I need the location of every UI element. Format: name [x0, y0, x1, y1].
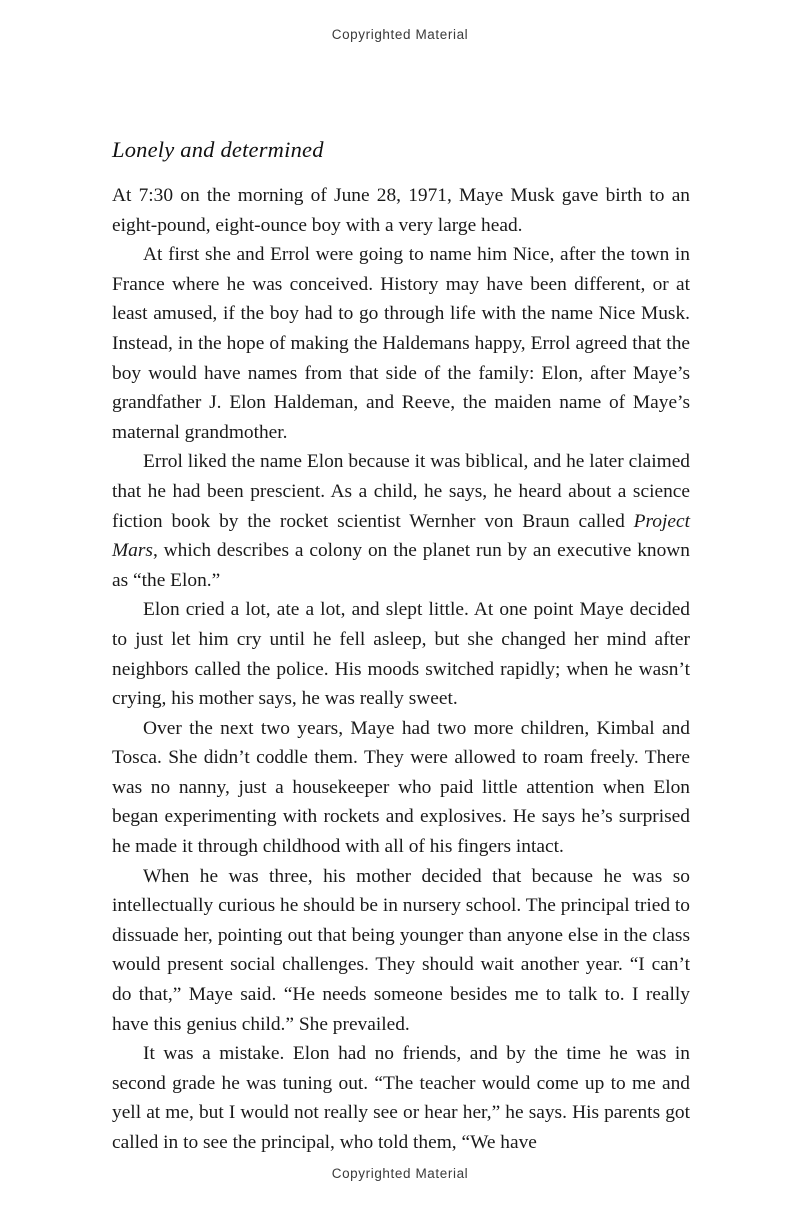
- body-paragraph: It was a mistake. Elon had no friends, and by the time he was in second grade he was tuning out. “The teacher would come up to me and yell at me, but I would not really see or hear her,” he says. His parents got called in to see the principal, who told them, “We have: [112, 1043, 690, 1153]
- page-title: Lonely and determined: [112, 137, 324, 162]
- copyright-watermark-top: Copyrighted Material: [331, 27, 469, 42]
- italic-title: Project Mars: [112, 510, 690, 562]
- body-paragraph: Over the next two years, Maye had two more children, Kimbal and Tosca. She didn’t coddle them. They were allowed to roam freely. There was no nanny, just a housekeeper who paid little attention when Elon began experimenting with rockets and explosives. He says he’s surprised he made it through childhood with all of his fingers intact.: [112, 717, 690, 858]
- body-paragraph: When he was three, his mother decided that because he was so intellectually curious he should be in nursery school. The principal tried to dissuade her, pointing out that being younger than anyone else in the class would present social challenges. They should wait another year. “I can’t do that,” Maye said. “He needs someone besides me to talk to. I really have this genius child.” She prevailed.: [112, 865, 690, 1035]
- body-paragraph: At first she and Errol were going to name him Nice, after the town in France where he was conceived. History may have been different, or at least amused, if the boy had to go through life with the name Nice Musk. Instead, in the hope of making the Haldemans happy, Errol agreed that the boy would have names from that side of the family: Elon, after Maye’s grandfather J. Elon Haldeman, and Reeve, the maiden name of Maye’s maternal grandmother.: [112, 244, 690, 443]
- copyright-watermark-bottom: Copyrighted Material: [331, 1166, 469, 1181]
- body-paragraph: Errol liked the name Elon because it was biblical, and he later claimed that he had been prescient. As a child, he says, he heard about a science fiction book by the rocket scientist Wernher von Braun called Project Mars, which describes a colony on the planet run by an executive known as “the Elon.”: [112, 451, 690, 591]
- body-paragraph: Elon cried a lot, ate a lot, and slept little. At one point Maye decided to just let him cry until he fell asleep, but she changed her mind after neighbors called the police. His moods switched rapidly; when he wasn’t crying, his mother says, he was really sweet.: [112, 599, 690, 710]
- body-paragraph: At 7:30 on the morning of June 28, 1971, Maye Musk gave birth to an eight-pound, eight-ounce boy with a very large head.: [112, 185, 690, 236]
- paragraph-list: [112, 181, 690, 1158]
- page-text-body: [112, 136, 690, 1158]
